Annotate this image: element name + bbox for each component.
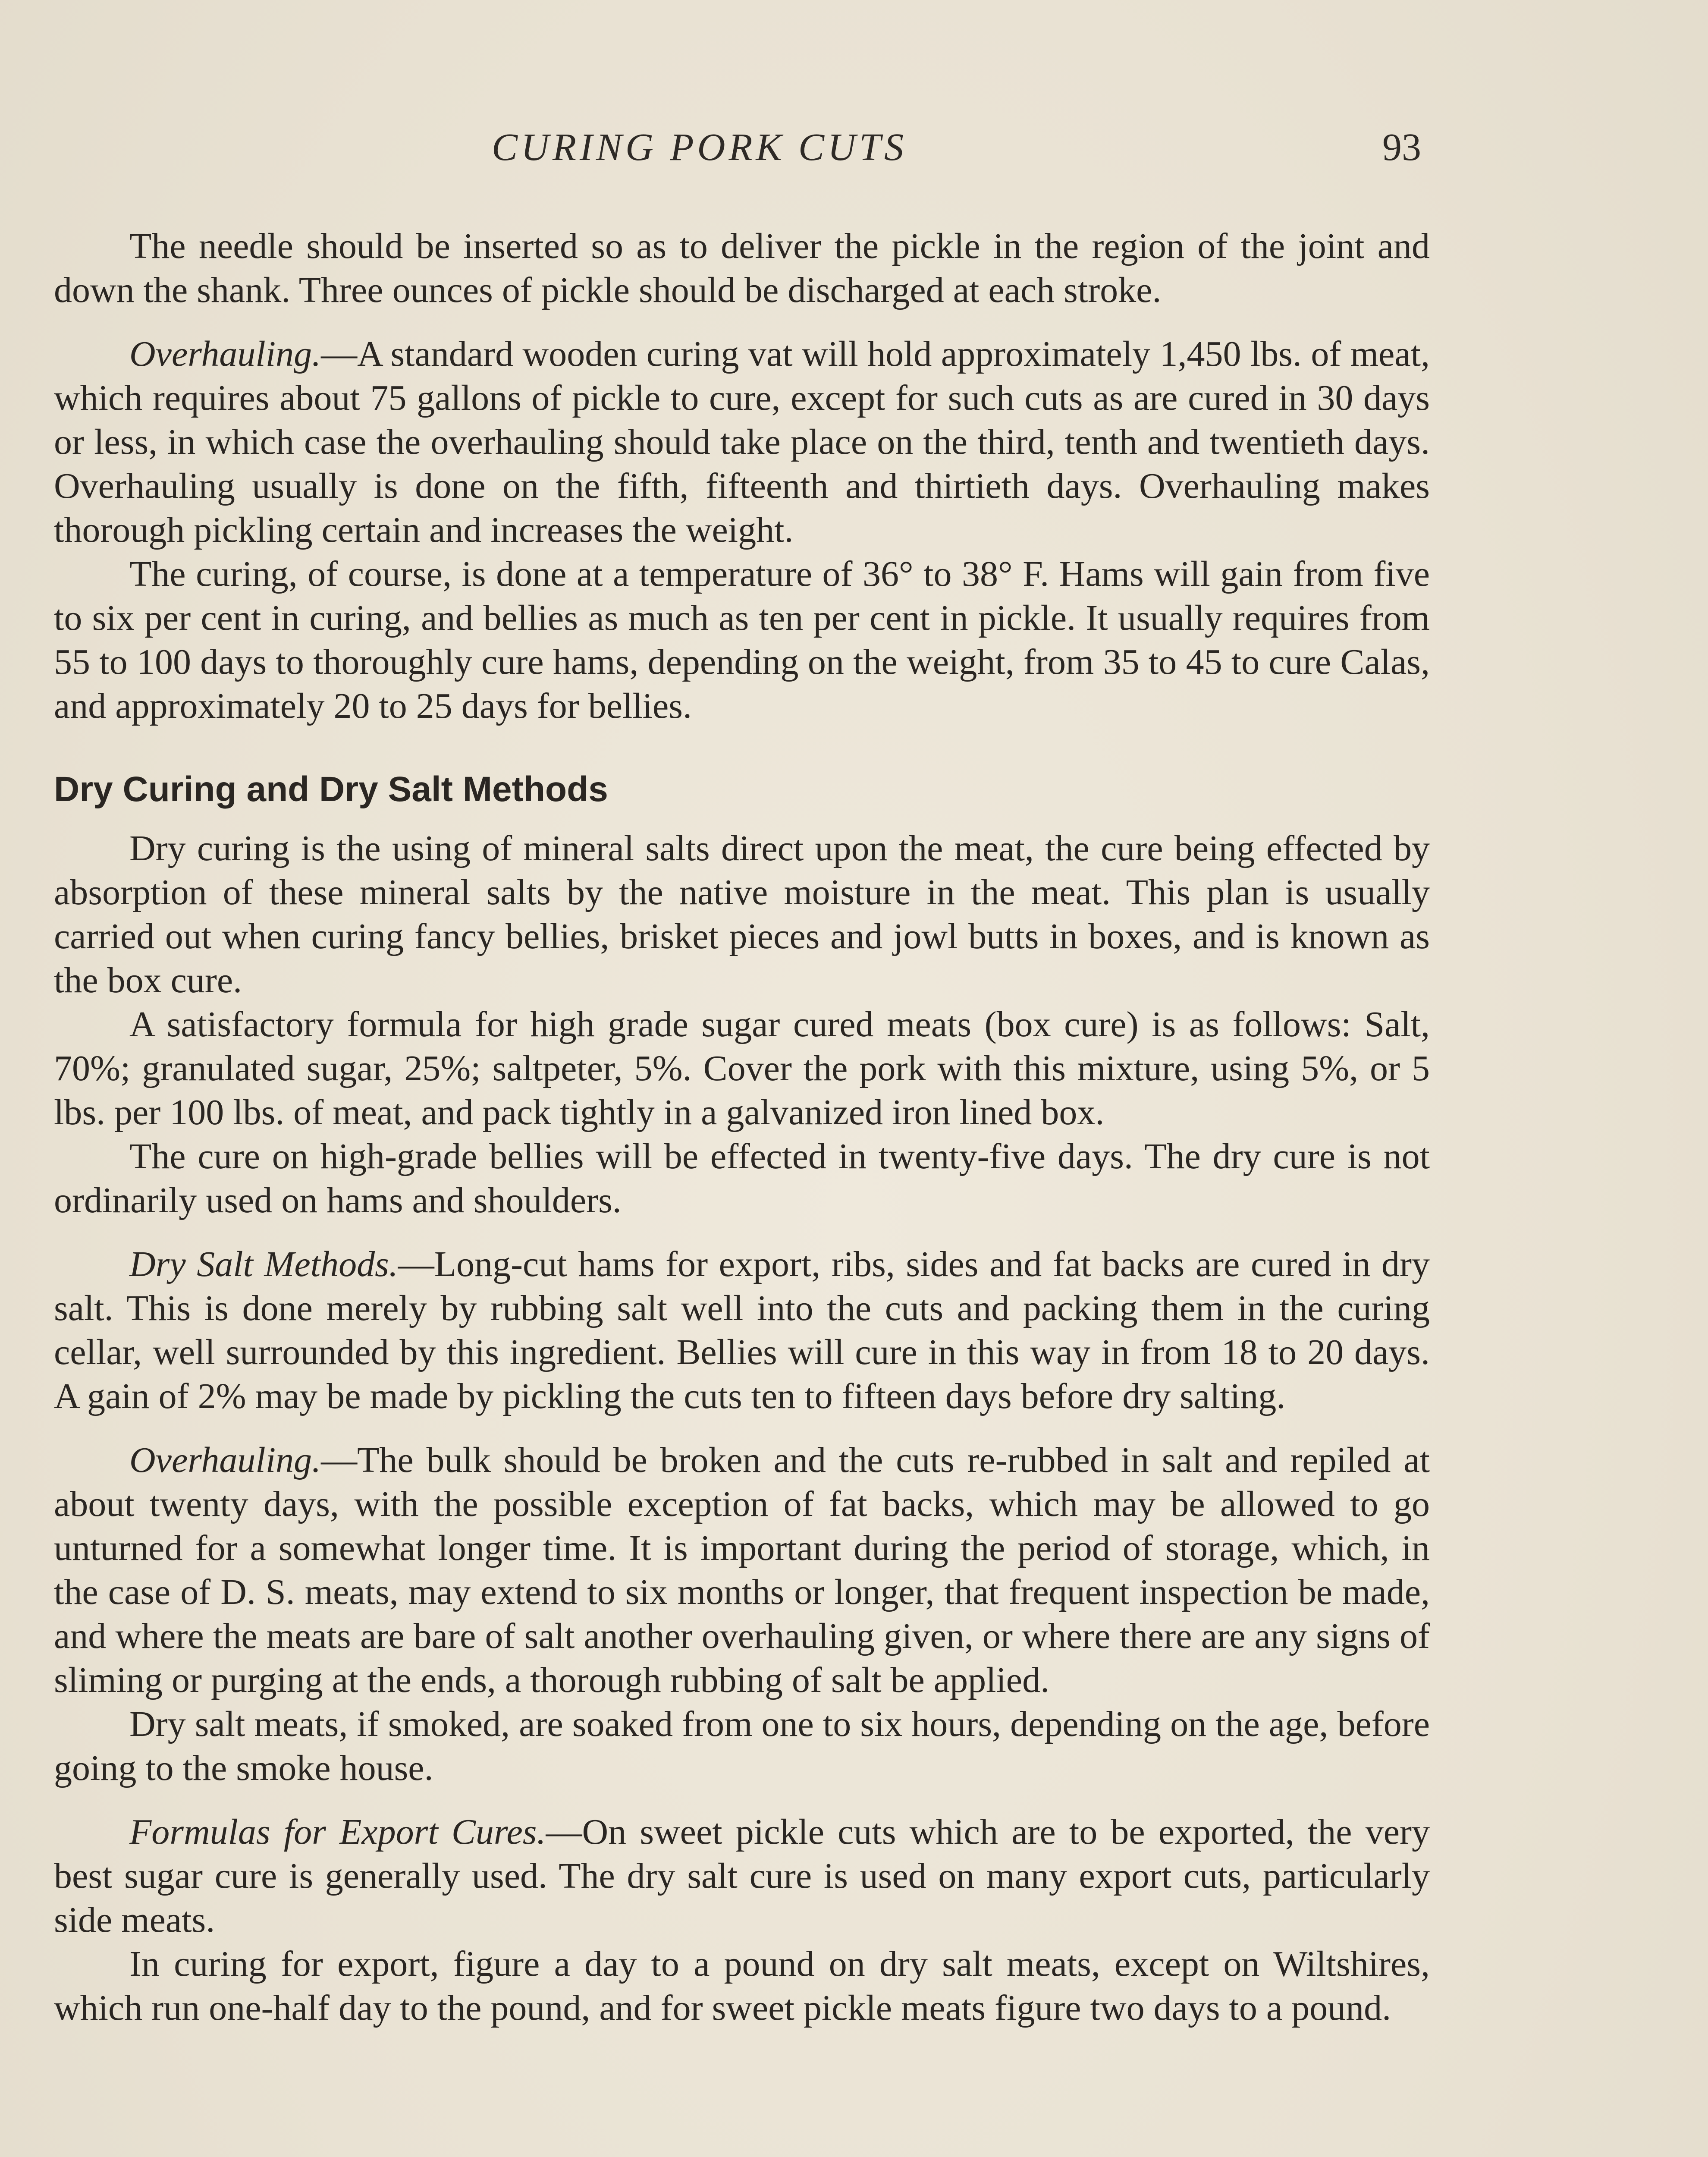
paragraph-dry-salt-methods [54,1242,1430,1418]
paragraph-text: —Long-cut hams for export, ribs, sides and fat backs are cured in dry salt. This is done merely by rubbing salt well into the cuts and packing them in the curing cellar, well surrounded by this ingredient. Bellies will cure in this way in from 18 to 20 days. A gain of 2% may be made by pickling the cuts ten to fifteen days before dry salting. [54,1244,1430,1416]
paragraph-dry-curing: Dry curing is the using of mineral salts direct upon the meat, the cure being effected by absorption of these mineral salts by the native moisture in the meat. This plan is usually carried out when curing fancy bellies, brisket pieces and jowl butts in boxes, and is known as the box cure. [54,828,1430,1000]
paragraph-text: —A standard wooden curing vat will hold approximately 1,450 lbs. of meat, which requires about 75 gallons of pickle to cure, except for such cuts as are cured in 30 days or less, in which case the overhauling should take place on the third, tenth and twentieth days. Overhauling usually is done on the fifth, fifteenth and thirtieth days. Overhauling makes thorough pickling certain and increases the weight. [54,334,1430,550]
paragraph-text: —The bulk should be broken and the cuts re-rubbed in salt and repiled at about twenty days, with the possible exception of fat backs, which may be allowed to go unturned for a somewhat longer time. It is important during the period of storage, which, in the case of D. S. meats, may extend to six months or longer, that frequent inspection be made, and where the meats are bare of salt another overhauling given, or where there are any signs of sliming or purging at the ends, a thorough rubbing of salt be applied. [54,1440,1430,1700]
paragraph-lead-italic: Overhauling. [129,1440,321,1480]
paragraph-lead-italic: Overhauling. [129,334,321,374]
running-title: CURING PORK CUTS [492,126,907,169]
paragraph-export-cures [54,1810,1430,1942]
paragraph-lead-italic: Dry Salt Methods. [129,1244,398,1284]
paragraph-export-timing: In curing for export, figure a day to a pound on dry salt meats, except on Wiltshires, which run one-half day to the pound, and for sweet pickle meats figure two days to a pound. [54,1944,1430,2028]
page-body [54,224,1430,2030]
paragraph-overhauling-dry-salt [54,1438,1430,1702]
paragraph-overhauling-pickle [54,332,1430,552]
section-heading: Dry Curing and Dry Salt Methods [54,770,608,809]
paragraph-curing-temperature: The curing, of course, is done at a temperature of 36° to 38° F. Hams will gain from five to six per cent in curing, and bellies as much as ten per cent in pickle. It usually requires from 55 to 100 days to thoroughly cure hams, depending on the weight, from 35 to 45 to cure Calas, and approximately 20 to 25 days for bellies. [54,554,1430,726]
paragraph-text: —On sweet pickle cuts which are to be exported, the very best sugar cure is generally used. The dry salt cure is used on many export cuts, particularly side meats. [54,1812,1430,1940]
paragraph-lead-italic: Formulas for Export Cures. [129,1812,546,1852]
paragraph-needle: The needle should be inserted so as to deliver the pickle in the region of the joint and down the shank. Three ounces of pickle should be discharged at each stroke. [54,226,1430,310]
paragraph-smoked-meats: Dry salt meats, if smoked, are soaked from one to six hours, depending on the age, before going to the smoke house. [54,1704,1430,1788]
page-number: 93 [1382,126,1421,169]
paragraph-formula: A satisfactory formula for high grade sugar cured meats (box cure) is as follows: Salt, 70%; granulated sugar, 25%; saltpeter, 5%. Cover the pork with this mixture, using 5%, or 5 lbs. per 100 lbs. of meat, and pack tightly in a galvanized iron lined box. [54,1004,1430,1132]
paragraph-high-grade-bellies: The cure on high-grade bellies will be effected in twenty-five days. The dry cure is not ordinarily used on hams and shoulders. [54,1136,1430,1220]
